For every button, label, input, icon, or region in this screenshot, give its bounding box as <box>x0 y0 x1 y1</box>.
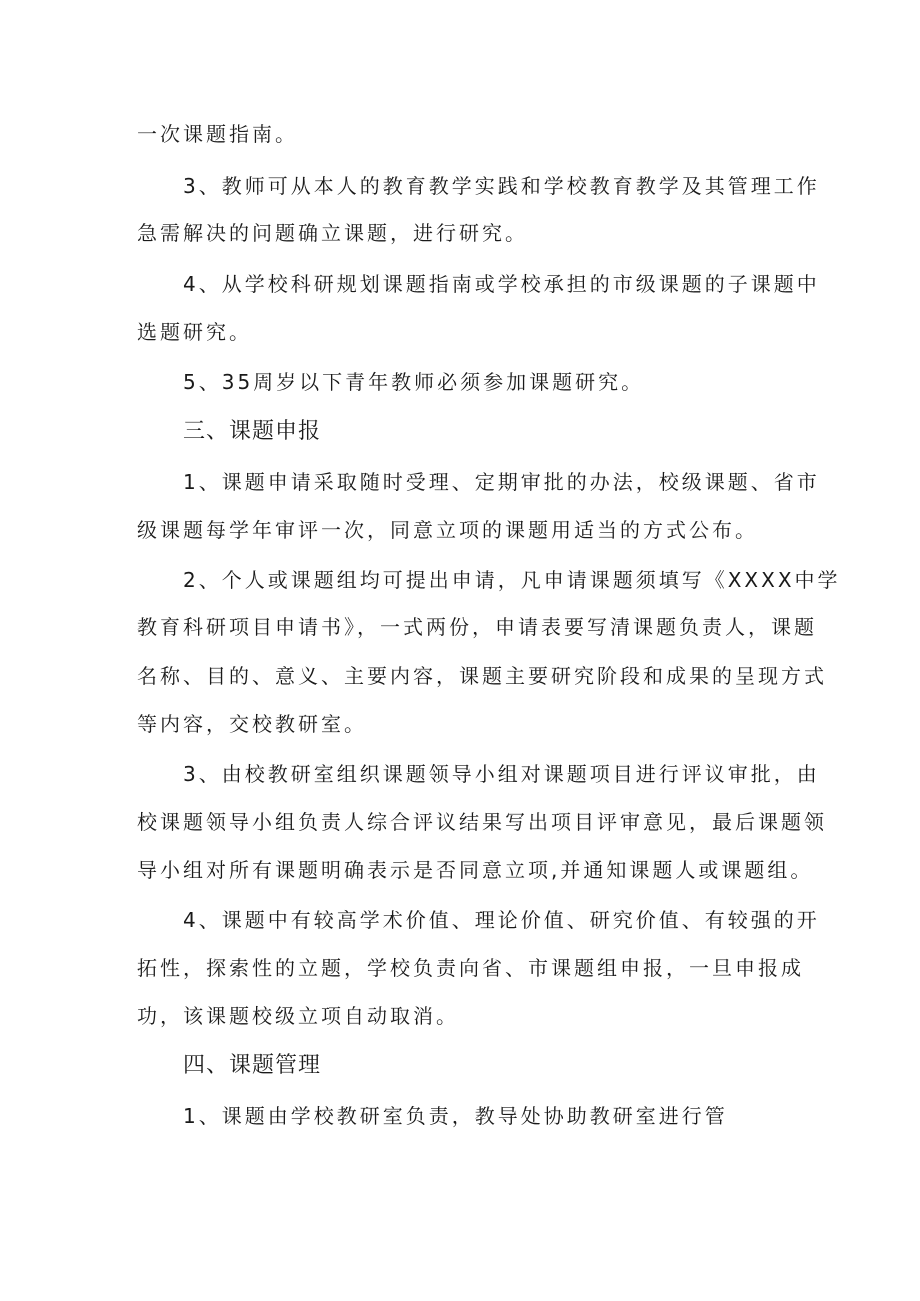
paragraph-line: 导小组对所有课题明确表示是否同意立项,并通知课题人或课题组。 <box>137 858 814 882</box>
paragraph-line: 4、从学校科研规划课题指南或学校承担的市级课题的子课题中 <box>183 272 820 296</box>
paragraph-line: 一次课题指南。 <box>137 122 298 146</box>
paragraph-line: 级课题每学年审评一次，同意立项的课题用适当的方式公布。 <box>137 518 758 542</box>
paragraph-line: 选题研究。 <box>137 320 252 344</box>
paragraph-line: 1、课题申请采取随时受理、定期审批的办法，校级课题、省市 <box>183 470 820 494</box>
paragraph-line: 5、35周岁以下青年教师必须参加课题研究。 <box>183 370 645 394</box>
paragraph-line: 校课题领导小组负责人综合评议结果写出项目评审意见，最后课题领 <box>137 810 827 834</box>
paragraph-line: 功，该课题校级立项自动取消。 <box>137 1004 459 1028</box>
section-heading: 三、课题申报 <box>183 419 322 444</box>
paragraph-line: 4、课题中有较高学术价值、理论价值、研究价值、有较强的开 <box>183 908 820 932</box>
section-heading: 四、课题管理 <box>183 1053 322 1078</box>
paragraph-line: 等内容，交校教研室。 <box>137 712 367 736</box>
paragraph-line: 3、由校教研室组织课题领导小组对课题项目进行评议审批，由 <box>183 762 820 786</box>
paragraph-line: 拓性，探索性的立题，学校负责向省、市课题组申报，一旦申报成 <box>137 956 804 980</box>
paragraph-line: 2、个人或课题组均可提出申请，凡申请课题须填写《XXXX中学 <box>183 568 841 592</box>
paragraph-line: 1、课题由学校教研室负责，教导处协助教研室进行管 <box>183 1104 728 1128</box>
paragraph-line: 3、教师可从本人的教育教学实践和学校教育教学及其管理工作 <box>183 174 820 198</box>
paragraph-line: 名称、目的、意义、主要内容，课题主要研究阶段和成果的呈现方式 <box>137 664 827 688</box>
paragraph-line: 急需解决的问题确立课题，进行研究。 <box>137 221 528 245</box>
paragraph-line: 教育科研项目申请书》，一式两份，申请表要写清课题负责人，课题 <box>137 615 817 639</box>
